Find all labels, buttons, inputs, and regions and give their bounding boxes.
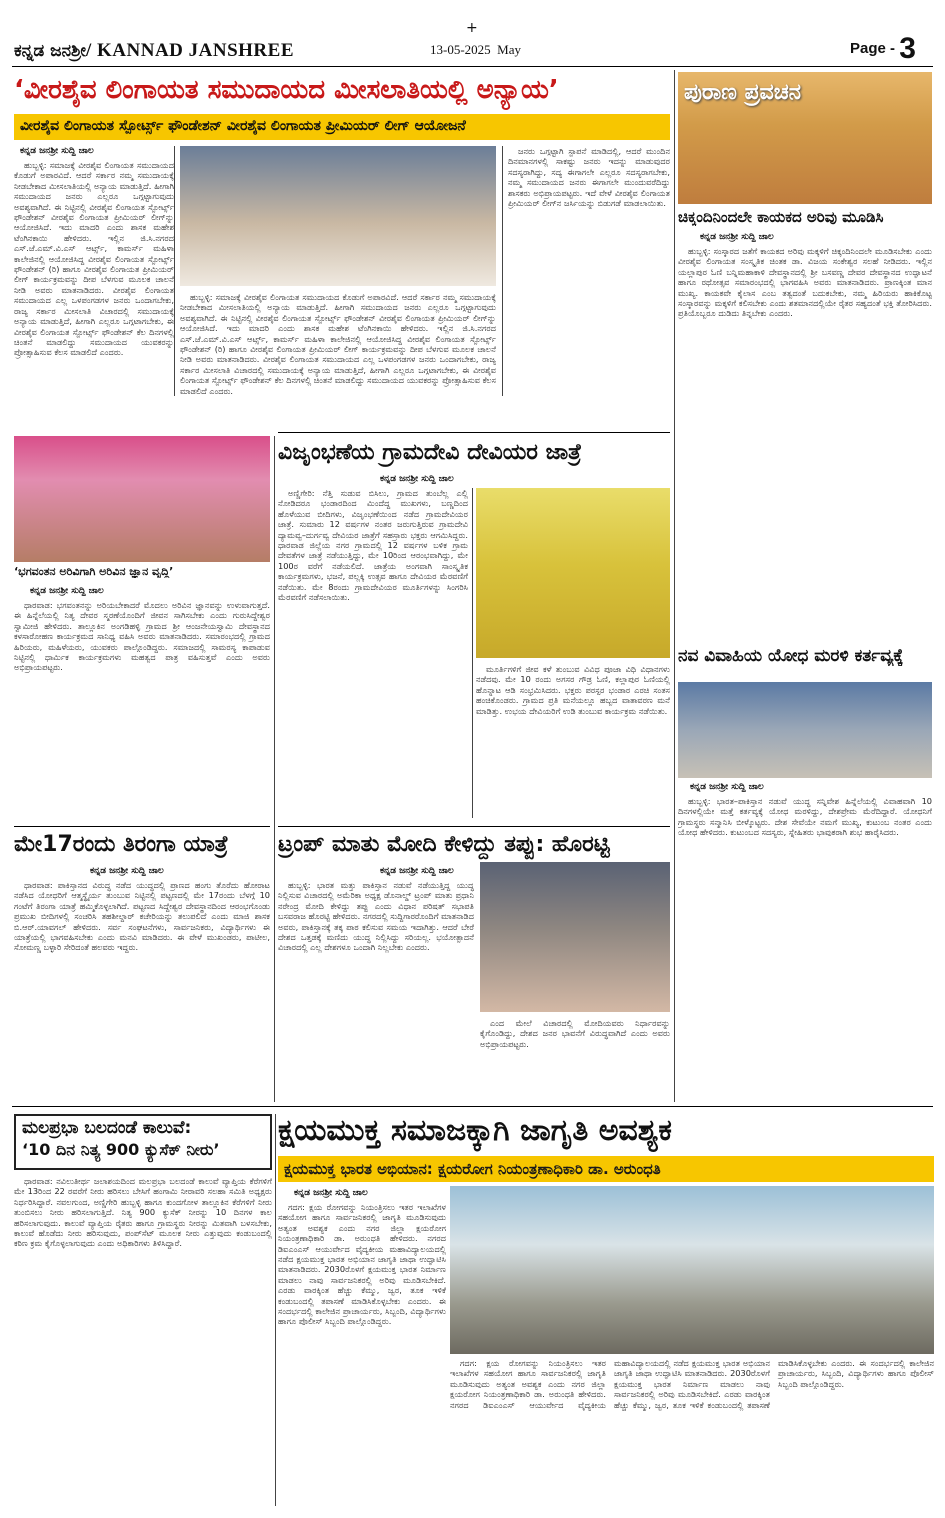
column-rule	[674, 70, 675, 1102]
article-8-headline-2: ‘10 ದಿನ ನಿತ್ಯ 900 ಕ್ಯುಸೆಕ್ ನೀರು’	[22, 1140, 220, 1159]
page-label: Page -	[850, 39, 896, 57]
issue-date-value: 13-05-2025	[430, 42, 491, 57]
article-2-body	[678, 246, 932, 630]
article-5-body-text: ಹುಬ್ಬಳ್ಳಿ: ಭಾರತ–ಪಾಕಿಸ್ತಾನ ನಡುವೆ ಯುದ್ಧ ಸನ್ನಿವೇಶ ಹಿನ್ನೆಲೆಯಲ್ಲಿ ವಿವಾಹವಾಗಿ 10 ದಿನಗಳಲ್ಲಿಯೇ ಮತ್ತೆ ಕರ್ತವ್ಯಕ್ಕೆ ಯೋಧ ಮರಳಿದ್ದು, ದೇಶಪ್ರೇಮ ಮೆರೆದಿದ್ದಾರೆ. ಯೋಧನಿಗೆ ಗ್ರಾಮಸ್ಥರು ಸನ್ಮಾನಿಸಿ ಬೀಳ್ಕೊಟ್ಟರು. ದೇಶ ಸೇವೆಯೇ ನಮಗೆ ಮುಖ್ಯ, ಕುಟುಂಬ ನಂತರ ಎಂದು ಯೋಧ ಹೇಳಿದರು. ಕುಟುಂಬದ ಸದಸ್ಯರು, ಸ್ನೇಹಿತರು ಭಾವುಕರಾಗಿ ಶುಭ ಹಾರೈಸಿದರು.	[678, 796, 932, 838]
article-4-body	[278, 488, 468, 818]
article-1-byline: ಕನ್ನಡ ಜನಶ್ರೀ ಸುದ್ದಿ ಜಾಲ	[20, 146, 94, 156]
article-5-byline: ಕನ್ನಡ ಜನಶ್ರೀ ಸುದ್ದಿ ಜಾಲ	[690, 782, 764, 792]
article-7-body-right-text: ಎಂದ ಮೇಲೆ ವಿಚಾರದಲ್ಲಿ ಮೋದಿಯವರು ನಿರ್ಧಾರವನ್ನು ಕೈಗೊಂಡಿದ್ದು, ದೇಶದ ಜನರ ಭಾವನೆಗೆ ವಿರುದ್ಧವಾಗಿದೆ ಎಂದು ಅವರು ಅಭಿಪ್ರಾಯಪಟ್ಟರು.	[480, 1018, 670, 1049]
article-4-body-right	[476, 664, 670, 818]
article-1-body-text: ಹುಬ್ಬಳ್ಳಿ: ಸಮಾಜಕ್ಕೆ ವೀರಶೈವ ಲಿಂಗಾಯತ ಸಮುದಾಯದ ಕೊಡುಗೆ ಅಪಾರವಿದೆ. ಆದರೆ ಸರ್ಕಾರ ನಮ್ಮ ಸಮುದಾಯಕ್ಕೆ ನೀಡಬೇಕಾದ ಮೀಸಲಾತಿಯಲ್ಲಿ ಅನ್ಯಾಯ ಮಾಡುತ್ತಿದೆ. ಹೀಗಾಗಿ ಸಮುದಾಯದ ಜನರು ಎಲ್ಲರೂ ಒಗ್ಗಟ್ಟಾಗುವುದು ಅವಶ್ಯವಾಗಿದೆ. ಈ ನಿಟ್ಟಿನಲ್ಲಿ ವೀರಶೈವ ಲಿಂಗಾಯತ ಸ್ಪೋರ್ಟ್ಸ್ ಫೌಂಡೇಶನ್ ವೀರಶೈವ ಲಿಂಗಾಯತ ಪ್ರೀಮಿಯರ್ ಲೀಗ್‌ನ್ನು ಆಯೋಜಿಸಿದೆ. ಇದು ಮಾದರಿ ಎಂದು ಶಾಸಕ ಮಹೇಶ ಟೆಂಗಿನಕಾಯಿ ಹೇಳಿದರು. ಇಲ್ಲಿನ ಜಿ.ಸಿ.ನಗರದ ಎಸ್.ಜೆ.ಎಮ್.ವಿ.ಎಸ್ ಆರ್ಟ್ಸ್, ಕಾಮರ್ಸ್ ಮಹಿಳಾ ಕಾಲೇಜಿನಲ್ಲಿ ಆಯೋಜಿಸಿದ್ದ ವೀರಶೈವ ಲಿಂಗಾಯತ ಸ್ಪೋರ್ಟ್ಸ್ ಫೌಂಡೇಶನ್ (ರಿ) ಹಾಗೂ ವೀರಶೈವ ಲಿಂಗಾಯತ ಪ್ರೀಮಿಯರ್ ಲೀಗ್ ಕಾರ್ಯಕ್ರಮವನ್ನು ದೀಪ ಬೆಳಗುವ ಮೂಲಕ ಚಾಲನೆ ನೀಡಿ ಅವರು ಮಾತನಾಡಿದರು. ವೀರಶೈವ ಲಿಂಗಾಯತ ಸಮುದಾಯದ ಎಲ್ಲ ಒಳಪಂಗಡಗಳ ಜನರು ಒಂದಾಗಬೇಕು, ರಾಜ್ಯ ಸರ್ಕಾರ ಮೀಸಲಾತಿ ವಿಚಾರದಲ್ಲಿ ಸಮುದಾಯಕ್ಕೆ ಅನ್ಯಾಯ ಮಾಡುತ್ತಿದೆ, ಹೀಗಾಗಿ ಎಲ್ಲರೂ ಒಗ್ಗಟಾಗಬೇಕು, ಈ ವೀರಶೈವ ಲಿಂಗಾಯತ ಸ್ಪೋರ್ಟ್ಸ್ ಫೌಂಡೇಶನ್ ಕೆಲ ದಿನಗಳಲ್ಲಿ ಚಿಂತನೆ ಮಾಡಲಿದ್ದು ಸಮುದಾಯದ ಯುವಕರನ್ನು ಪ್ರೋತ್ಸಾಹಿಸುವ ಕೆಲಸ ಮಾಡಲಿದೆ ಎಂದರು.	[14, 160, 174, 358]
article-1-photo	[180, 146, 496, 286]
article-9-body-lower	[450, 1358, 934, 1506]
column-rule	[274, 436, 275, 1102]
article-7-body-right	[480, 1018, 670, 1102]
article-4-byline: ಕನ್ನಡ ಜನಶ್ರೀ ಸುದ್ದಿ ಜಾಲ	[380, 474, 454, 484]
article-4-body-text: ಅಣ್ಣಿಗೇರಿ: ನೆತ್ತಿ ಸುಡುವ ಬಿಸಿಲು, ಗ್ರಾಮದ ತುಂಬೆಲ್ಲ ಎಲ್ಲಿ ನೋಡಿದರೂ ಭಂಡಾರದಿಂದ ಮಿಂದೆದ್ದ ಮುಖಗಳು, ಬಣ್ಣದಿಂದ ಹೊಳೆಯುವ ಬೀದಿಗಳು, ವಿಜೃಂಭಣೆಯಿಂದ ನಡೆದ ಗ್ರಾಮದೇವಿಯರ ಜಾತ್ರೆ. ಸುಮಾರು 12 ವರ್ಷಗಳ ನಂತರ ಜರುಗುತ್ತಿರುವ ಗ್ರಾಮದೇವಿ ದ್ಯಾಮವ್ವ–ದುರ್ಗವ್ವ ದೇವಿಯರ ಜಾತ್ರೆಗೆ ಸಹಸ್ರಾರು ಭಕ್ತರು ಆಗಮಿಸಿದ್ದರು. ಧಾರವಾಡ ಜಿಲ್ಲೆಯ ನಗರ ಗ್ರಾಮದಲ್ಲಿ 12 ವರ್ಷಗಳ ಬಳಿಕ ಗ್ರಾಮ ದೇವತೆಗಳ ಜಾತ್ರೆ ನಡೆಯುತ್ತಿದ್ದು, ಮೇ 10ರಿಂದ ಆರಂಭವಾಗಿದ್ದು, ಮೇ 100ರ ವರೆಗೆ ನಡೆಯಲಿದೆ. ಜಾತ್ರೆಯ ಅಂಗವಾಗಿ ಸಾಂಸ್ಕೃತಿಕ ಕಾರ್ಯಕ್ರಮಗಳು, ಭಜನೆ, ಪಲ್ಲಕ್ಕಿ ಉತ್ಸವ ಹಾಗೂ ದೇವಿಯರ ಮೆರವಣಿಗೆ ನಡೆಯಿತು. ಮೇ 8ರಂದು ಗ್ರಾಮದೇವಿಯರ ಮೂರ್ತಿಗಳನ್ನು ಸಿಂಗರಿಸಿ ಮೆರವಣಿಗೆ ನಡೆಸಲಾಯಿತು.	[278, 488, 468, 603]
article-2-headline: ಚಿಕ್ಕಂದಿನಿಂದಲೇ ಕಾಯಕದ ಅರಿವು ಮೂಡಿಸಿ	[678, 210, 884, 226]
article-6-rule	[14, 826, 270, 827]
issue-month: May	[497, 42, 522, 57]
article-7-photo	[480, 862, 670, 1012]
masthead-name-kn: ಕನ್ನಡ ಜನಶ್ರೀ	[14, 41, 86, 61]
issue-date	[430, 42, 521, 58]
article-5-body	[678, 796, 932, 1102]
article-3-body-text: ಧಾರವಾಡ: ಭಗವಂತನನ್ನು ಅರಿಯಬೇಕಾದರೆ ಮೊದಲು ಅರಿವಿನ ಜ್ಞಾನವನ್ನು ಉಳುವಾಗುತ್ತದೆ. ಈ ಹಿನ್ನೆಲೆಯಲ್ಲಿ ನಿತ್ಯ ದೇವರ ಸ್ಮರಣೆಯೊಂದಿಗೆ ಜೀವನ ಸಾಗಿಸಬೇಕು ಎಂದು ಗುರುಸಿದ್ದೇಶ್ವರ ಸ್ವಾಮೀಜಿ ಹೇಳಿದರು. ತಾಲ್ಲೂಕಿನ ಅಂಗಡಿಹಳ್ಳಿ ಗ್ರಾಮದ ಶ್ರೀ ಆಂಜನೇಯಸ್ವಾಮಿ ದೇವಸ್ಥಾನದ ಕಳಸಾರೋಹಣ ಕಾರ್ಯಕ್ರಮದ ಸಾನಿಧ್ಯ ವಹಿಸಿ ಅವರು ಮಾತನಾಡಿದರು. ಸಮಾರಂಭದಲ್ಲಿ ಗ್ರಾಮದ ಹಿರಿಯರು, ಮಹಿಳೆಯರು, ಯುವಕರು ಪಾಲ್ಗೊಂಡಿದ್ದರು. ಸಮಾಜದಲ್ಲಿ ಸಾಮರಸ್ಯ ಕಾಪಾಡುವ ನಿಟ್ಟಿನಲ್ಲಿ ಧಾರ್ಮಿಕ ಕಾರ್ಯಕ್ರಮಗಳು ಮಹತ್ವದ ಪಾತ್ರ ವಹಿಸುತ್ತವೆ ಎಂದು ಅವರು ಅಭಿಪ್ರಾಯಪಟ್ಟರು.	[14, 600, 270, 673]
masthead-name-en: / KANNAD JANSHREE	[85, 40, 295, 61]
article-6-byline: ಕನ್ನಡ ಜನಶ್ರೀ ಸುದ್ದಿ ಜಾಲ	[90, 866, 164, 876]
article-3-tag: ‘ಭಗವಂತನ ಅರಿವಿಗಾಗಿ ಅರಿವಿನ ಜ್ಞಾನ ವೃದ್ಧಿ’	[14, 566, 174, 578]
article-4-rule	[278, 432, 670, 433]
article-1-body-lower	[180, 292, 496, 396]
article-2-banner: ಪುರಾಣ ಪ್ರವಚನ	[684, 80, 802, 105]
article-9-body	[278, 1202, 446, 1506]
article-6-headline: ಮೇ17ರಂದು ತಿರಂಗಾ ಯಾತ್ರೆ	[14, 832, 229, 857]
article-9-body-text: ಗದಗ: ಕ್ಷಯ ರೋಗವನ್ನು ನಿಯಂತ್ರಿಸಲು ಇತರ ಇಲಾಖೆಗಳ ಸಹಯೋಗ ಹಾಗೂ ಸಾರ್ವಜನಿಕರಲ್ಲಿ ಜಾಗೃತಿ ಮೂಡಿಸುವುದು ಅತ್ಯಂತ ಅವಶ್ಯಕ ಎಂದು ನಗರ ಜಿಲ್ಲಾ ಕ್ಷಯರೋಗ ನಿಯಂತ್ರಣಾಧಿಕಾರಿ ಡಾ. ಅರುಂಧತಿ ಹೇಳಿದರು. ನಗರದ ಡಿಐಎಂಎಸ್ ಆಯುರ್ವೇದ ವೈದ್ಯಕೀಯ ಮಹಾವಿದ್ಯಾಲಯದಲ್ಲಿ ನಡೆದ ಕ್ಷಯಮುಕ್ತ ಭಾರತ ಅಭಿಯಾನ ಜಾಗೃತಿ ಜಾಥಾ ಉದ್ಘಾಟಿಸಿ ಮಾತನಾಡಿದರು. 2030ರೊಳಗೆ ಕ್ಷಯಮುಕ್ತ ಭಾರತ ನಿರ್ಮಾಣ ಮಾಡಲು ನಾವು ಸಾರ್ವಜನಿಕರಲ್ಲಿ ಅರಿವು ಮೂಡಿಸಬೇಕಿದೆ. ಎರಡು ವಾರಕ್ಕಿಂತ ಹೆಚ್ಚು ಕೆಮ್ಮು, ಜ್ವರ, ತೂಕ ಇಳಿಕೆ ಕಂಡುಬಂದಲ್ಲಿ ತಪಾಸಣೆ ಮಾಡಿಸಿಕೊಳ್ಳಬೇಕು ಎಂದರು. ಈ ಸಂದರ್ಭದಲ್ಲಿ ಕಾಲೇಜಿನ ಪ್ರಾಚಾರ್ಯರು, ಸಿಬ್ಬಂದಿ, ವಿದ್ಯಾರ್ಥಿಗಳು ಹಾಗೂ ಪೊಲೀಸ್ ಸಿಬ್ಬಂದಿ ಪಾಲ್ಗೊಂಡಿದ್ದರು.	[278, 1202, 446, 1327]
article-7-headline: ಟ್ರಂಪ್ ಮಾತು ಮೋದಿ ಕೇಳಿದ್ದು ತಪ್ಪು: ಹೊರಟ್ಟಿ	[278, 832, 610, 857]
article-9-photo	[450, 1186, 934, 1354]
masthead-rule	[12, 66, 933, 67]
masthead-title	[14, 40, 294, 62]
article-1-body-lower-text: ಹುಬ್ಬಳ್ಳಿ: ಸಮಾಜಕ್ಕೆ ವೀರಶೈವ ಲಿಂಗಾಯತ ಸಮುದಾಯದ ಕೊಡುಗೆ ಅಪಾರವಿದೆ. ಆದರೆ ಸರ್ಕಾರ ನಮ್ಮ ಸಮುದಾಯಕ್ಕೆ ನೀಡಬೇಕಾದ ಮೀಸಲಾತಿಯಲ್ಲಿ ಅನ್ಯಾಯ ಮಾಡುತ್ತಿದೆ. ಹೀಗಾಗಿ ಸಮುದಾಯದ ಜನರು ಎಲ್ಲರೂ ಒಗ್ಗಟ್ಟಾಗುವುದು ಅವಶ್ಯವಾಗಿದೆ. ಈ ನಿಟ್ಟಿನಲ್ಲಿ ವೀರಶೈವ ಲಿಂಗಾಯತ ಸ್ಪೋರ್ಟ್ಸ್ ಫೌಂಡೇಶನ್ ವೀರಶೈವ ಲಿಂಗಾಯತ ಪ್ರೀಮಿಯರ್ ಲೀಗ್‌ನ್ನು ಆಯೋಜಿಸಿದೆ. ಇದು ಮಾದರಿ ಎಂದು ಶಾಸಕ ಮಹೇಶ ಟೆಂಗಿನಕಾಯಿ ಹೇಳಿದರು. ಇಲ್ಲಿನ ಜಿ.ಸಿ.ನಗರದ ಎಸ್.ಜೆ.ಎಮ್.ವಿ.ಎಸ್ ಆರ್ಟ್ಸ್, ಕಾಮರ್ಸ್ ಮಹಿಳಾ ಕಾಲೇಜಿನಲ್ಲಿ ಆಯೋಜಿಸಿದ್ದ ವೀರಶೈವ ಲಿಂಗಾಯತ ಸ್ಪೋರ್ಟ್ಸ್ ಫೌಂಡೇಶನ್ (ರಿ) ಹಾಗೂ ವೀರಶೈವ ಲಿಂಗಾಯತ ಪ್ರೀಮಿಯರ್ ಲೀಗ್ ಕಾರ್ಯಕ್ರಮವನ್ನು ದೀಪ ಬೆಳಗುವ ಮೂಲಕ ಚಾಲನೆ ನೀಡಿ ಅವರು ಮಾತನಾಡಿದರು. ವೀರಶೈವ ಲಿಂಗಾಯತ ಸಮುದಾಯದ ಎಲ್ಲ ಒಳಪಂಗಡಗಳ ಜನರು ಒಂದಾಗಬೇಕು, ರಾಜ್ಯ ಸರ್ಕಾರ ಮೀಸಲಾತಿ ವಿಚಾರದಲ್ಲಿ ಸಮುದಾಯಕ್ಕೆ ಅನ್ಯಾಯ ಮಾಡುತ್ತಿದೆ, ಹೀಗಾಗಿ ಎಲ್ಲರೂ ಒಗ್ಗಟಾಗಬೇಕು, ಈ ವೀರಶೈವ ಲಿಂಗಾಯತ ಸ್ಪೋರ್ಟ್ಸ್ ಫೌಂಡೇಶನ್ ಕೆಲ ದಿನಗಳಲ್ಲಿ ಚಿಂತನೆ ಮಾಡಲಿದ್ದು ಸಮುದಾಯದ ಯುವಕರನ್ನು ಪ್ರೋತ್ಸಾಹಿಸುವ ಕೆಲಸ ಮಾಡಲಿದೆ ಎಂದರು.	[180, 292, 496, 396]
article-8-headline: ಮಲಪ್ರಭಾ ಬಲದಂಡೆ ಕಾಲುವೆ:	[22, 1118, 192, 1138]
column-rule	[275, 1114, 276, 1506]
article-2-body-text: ಹುಬ್ಬಳ್ಳಿ: ಸಂಸ್ಕಾರದ ಜತೆಗೆ ಕಾಯಕದ ಅರಿವು ಮಕ್ಕಳಿಗೆ ಚಿಕ್ಕಂದಿನಿಂದಲೇ ಮೂಡಿಸಬೇಕು ಎಂದು ವೀರಶೈವ ಲಿಂಗಾಯತ ಸಂಸ್ಕೃತಿಕ ಚಿಂತಕ ಡಾ. ವಿಜಯ ಸಂಕೇಶ್ವರ ಸಲಹೆ ನೀಡಿದರು. ಇಲ್ಲಿನ ಯಲ್ಲಾಪುರ ಓಣಿ ಬನ್ನಿಮಹಾಕಾಳಿ ದೇವಸ್ಥಾನದಲ್ಲಿ ಶ್ರೀ ಬಸವಣ್ಣ ದೇವರ ದೇವಸ್ಥಾನದ ಉದ್ಘಾಟನೆ ಹಾಗೂ ರಥೋತ್ಸವ ಸಮಾರಂಭದಲ್ಲಿ ಭಾಗವಹಿಸಿ ಅವರು ಮಾತನಾಡಿದರು. ಪ್ರಾಣಕ್ಕಿಂತ ಮಾನ ಮುಖ್ಯ. ಕಾಯಕವೇ ಕೈಲಾಸ ಎಂಬ ತತ್ವದಂತೆ ಬದುಕಬೇಕು, ನಮ್ಮ ಹಿರಿಯರು ಹಾಕಿಕೊಟ್ಟ ಸಂಸ್ಕಾರವನ್ನು ಮಕ್ಕಳಿಗೆ ಕಲಿಸಬೇಕು ಎಂದು ಶತಮಾನದಲ್ಲಿಯೇ ರೈತರ ಸಹ್ಯದಂತೆ ಭಕ್ತಿ ತೋರಿಸಿದರು. ಪ್ರತಿಯೊಬ್ಬರೂ ದುಡಿದು ತಿನ್ನಬೇಕು ಎಂದರು.	[678, 246, 932, 319]
article-1-subhead: ವೀರಶೈವ ಲಿಂಗಾಯತ ಸ್ಪೋರ್ಟ್ಸ್ ಫೌಂಡೇಶನ್ ವೀರಶೈವ ಲಿಂಗಾಯತ ಪ್ರೀಮಿಯರ್ ಲೀಗ್ ಆಯೋಜನೆ	[14, 114, 670, 140]
article-9-headline: ಕ್ಷಯಮುಕ್ತ ಸಮಾಜಕ್ಕಾಗಿ ಜಾಗೃತಿ ಅವಶ್ಯಕ	[278, 1113, 672, 1148]
article-9-body-lower-text: ಗದಗ: ಕ್ಷಯ ರೋಗವನ್ನು ನಿಯಂತ್ರಿಸಲು ಇತರ ಇಲಾಖೆಗಳ ಸಹಯೋಗ ಹಾಗೂ ಸಾರ್ವಜನಿಕರಲ್ಲಿ ಜಾಗೃತಿ ಮೂಡಿಸುವುದು ಅತ್ಯಂತ ಅವಶ್ಯಕ ಎಂದು ನಗರ ಜಿಲ್ಲಾ ಕ್ಷಯರೋಗ ನಿಯಂತ್ರಣಾಧಿಕಾರಿ ಡಾ. ಅರುಂಧತಿ ಹೇಳಿದರು. ನಗರದ ಡಿಐಎಂಎಸ್ ಆಯುರ್ವೇದ ವೈದ್ಯಕೀಯ ಮಹಾವಿದ್ಯಾಲಯದಲ್ಲಿ ನಡೆದ ಕ್ಷಯಮುಕ್ತ ಭಾರತ ಅಭಿಯಾನ ಜಾಗೃತಿ ಜಾಥಾ ಉದ್ಘಾಟಿಸಿ ಮಾತನಾಡಿದರು. 2030ರೊಳಗೆ ಕ್ಷಯಮುಕ್ತ ಭಾರತ ನಿರ್ಮಾಣ ಮಾಡಲು ನಾವು ಸಾರ್ವಜನಿಕರಲ್ಲಿ ಅರಿವು ಮೂಡಿಸಬೇಕಿದೆ. ಎರಡು ವಾರಕ್ಕಿಂತ ಹೆಚ್ಚು ಕೆಮ್ಮು, ಜ್ವರ, ತೂಕ ಇಳಿಕೆ ಕಂಡುಬಂದಲ್ಲಿ ತಪಾಸಣೆ ಮಾಡಿಸಿಕೊಳ್ಳಬೇಕು ಎಂದರು. ಈ ಸಂದರ್ಭದಲ್ಲಿ ಕಾಲೇಜಿನ ಪ್ರಾಚಾರ್ಯರು, ಸಿಬ್ಬಂದಿ, ವಿದ್ಯಾರ್ಥಿಗಳು ಹಾಗೂ ಪೊಲೀಸ್ ಸಿಬ್ಬಂದಿ ಪಾಲ್ಗೊಂಡಿದ್ದರು.	[450, 1358, 934, 1410]
column-rule	[174, 146, 175, 396]
article-7-rule	[278, 826, 670, 827]
section-rule	[12, 1106, 933, 1107]
crop-mark: +	[466, 20, 478, 36]
article-8-body-text: ಧಾರವಾಡ: ನವಿಲುತೀರ್ಥ ಜಲಾಶಯದಿಂದ ಮಲಪ್ರಭಾ ಬಲದಂಡೆ ಕಾಲುವೆ ವ್ಯಾಪ್ತಿಯ ಕೆರೆಗಳಿಗೆ ಮೇ 13ರಿಂದ 22 ರವರೆಗೆ ನೀರು ಹರಿಸಲು ಬೇಸಿಗೆ ಹಂಗಾಮಿ ನೀರಾವರಿ ಸಲಹಾ ಸಮಿತಿ ಅಧ್ಯಕ್ಷರು ನಿರ್ಧರಿಸಿದ್ದಾರೆ. ನವಲಗುಂದ, ಅಣ್ಣಿಗೇರಿ ಹುಬ್ಬಳ್ಳಿ ಹಾಗೂ ಕುಂದಗೋಳ ತಾಲ್ಲೂಕಿನ ಕೆರೆಗಳಿಗೆ ನೀರು ತುಂಬಿಸಲು ನೀರು ಹರಿಸಲಾಗುತ್ತಿದೆ. ನಿತ್ಯ 900 ಕ್ಯುಸೆಕ್ ನೀರನ್ನು 10 ದಿನಗಳ ಕಾಲ ಹರಿಸಲಾಗುವುದು. ಕಾಲುವೆ ವ್ಯಾಪ್ತಿಯ ರೈತರು ಹಾಗೂ ಗ್ರಾಮಸ್ಥರು ನೀರನ್ನು ಮಿತವಾಗಿ ಬಳಸಬೇಕು, ಕಾಲುವೆ ಹೊಡೆದು ನೀರು ಹರಿಸುವುದು, ಪಂಪ್‌ಸೆಟ್ ಮೂಲಕ ನೀರು ಎತ್ತುವುದು ಕಂಡುಬಂದಲ್ಲಿ ಕಠಿಣ ಕ್ರಮ ಕೈಗೊಳ್ಳಲಾಗುವುದು ಎಂದು ಅಧಿಕಾರಿಗಳು ತಿಳಿಸಿದ್ದಾರೆ.	[14, 1176, 272, 1249]
article-9-byline: ಕನ್ನಡ ಜನಶ್ರೀ ಸುದ್ದಿ ಜಾಲ	[294, 1188, 368, 1198]
column-rule	[472, 488, 473, 818]
article-1-body-right-text: ಜನರು ಒಗ್ಗಟ್ಟಾಗಿ ಸ್ಪಾಪನೆ ಮಾಡಿದಲ್ಲಿ, ಆದರೆ ಮುಂದಿನ ದಿನಮಾನಗಳಲ್ಲಿ ಸಾಕಷ್ಟು ಜನರು ಇದನ್ನು ಮಾಡುವುದರ ಸದಸ್ಯರಾಗಿದ್ದು, ಸದ್ಯ ಈಗಾಗಲೇ ಎಲ್ಲರೂ ಸದಸ್ಯರಾಗಬೇಕು, ನಮ್ಮ ಸಮುದಾಯದ ಜನರು ಈಗಾಗಲೇ ಮುಂದುವರೆದಿದ್ದು ಶಾಸಕರು ಅಭಿಪ್ರಾಯಪಟ್ಟರು. ಇದೆ ವೇಳೆ ವೀರಶೈವ ಲಿಂಗಾಯತ ಪ್ರೀಮಿಯರ್ ಲೀಗ್‌ನ ಜರ್ಸಿಯನ್ನು ಬಿಡುಗಡೆ ಮಾಡಲಾಯಿತು.	[508, 146, 670, 209]
article-8-body	[14, 1176, 272, 1506]
column-rule	[502, 146, 503, 396]
article-3-byline: ಕನ್ನಡ ಜನಶ್ರೀ ಸುದ್ದಿ ಜಾಲ	[30, 586, 104, 596]
article-7-body	[278, 880, 474, 1102]
article-5-photo	[678, 682, 932, 778]
article-7-byline: ಕನ್ನಡ ಜನಶ್ರೀ ಸುದ್ದಿ ಜಾಲ	[380, 866, 454, 876]
article-8-headline-box	[14, 1114, 272, 1170]
article-4-headline: ವಿಜೃಂಭಣೆಯ ಗ್ರಾಮದೇವಿ ದೇವಿಯರ ಜಾತ್ರೆ	[278, 440, 582, 465]
article-5-headline: ನವ ವಿವಾಹಿಯ ಯೋಧ ಮರಳಿ ಕರ್ತವ್ಯಕ್ಕೆ	[678, 648, 904, 666]
article-1-headline: ‘ವೀರಶೈವ ಲಿಂಗಾಯತ ಸಮುದಾಯದ ಮೀಸಲಾತಿಯಲ್ಲಿ ಅನ್ಯಾಯ’	[14, 75, 559, 105]
article-6-body-text: ಧಾರವಾಡ: ಪಾಕಿಸ್ತಾನದ ವಿರುದ್ಧ ನಡೆದ ಯುದ್ಧದಲ್ಲಿ ಪ್ರಾಣದ ಹಂಗು ತೊರೆದು ಹೋರಾಟ ನಡೆಸಿದ ಯೋಧರಿಗೆ ಆತ್ಮಸ್ಥೈರ್ಯ ತುಂಬುವ ನಿಟ್ಟಿನಲ್ಲಿ ಪಟ್ಟಣದಲ್ಲಿ ಮೇ 17ರಂದು ಬೆಳಗ್ಗೆ 10 ಗಂಟೆಗೆ ತಿರಂಗಾ ಯಾತ್ರೆ ಹಮ್ಮಿಕೊಳ್ಳಲಾಗಿದೆ. ಪಟ್ಟಣದ ಸಿದ್ದೇಶ್ವರ ದೇವಸ್ಥಾನದಿಂದ ಆರಂಭಗೊಂಡು ಪ್ರಮುಖ ಬೀದಿಗಳಲ್ಲಿ ಸಂಚರಿಸಿ ತಹಶೀಲ್ದಾರ್ ಕಚೇರಿಯನ್ನು ತಲುಪಲಿದೆ ಎಂದು ಮಾಜಿ ಶಾಸಕ ಬಿ.ಆರ್.ಯಾವಗಲ್ ಹೇಳಿದರು. ಸರ್ವ ಸಂಘಟನೆಗಳು, ಸಾರ್ವಜನಿಕರು, ವಿದ್ಯಾರ್ಥಿಗಳು ಈ ಯಾತ್ರೆಯಲ್ಲಿ ಭಾಗವಹಿಸಬೇಕು ಎಂದು ಮನವಿ ಮಾಡಿದರು. ಈ ವೇಳೆ ಮುಖಂಡರು, ಪಾಟೀಲ, ಸೋಮಣ್ಣ ಬಳ್ಳಾರಿ ಸೇರಿದಂತೆ ಹಲವರು ಇದ್ದರು.	[14, 880, 270, 953]
article-6-body	[14, 880, 270, 1102]
article-2-byline: ಕನ್ನಡ ಜನಶ್ರೀ ಸುದ್ದಿ ಜಾಲ	[700, 232, 774, 242]
article-1-body	[14, 160, 174, 396]
page-number-value: 3	[899, 32, 916, 65]
article-7-body-text: ಹುಬ್ಬಳ್ಳಿ: ಭಾರತ ಮತ್ತು ಪಾಕಿಸ್ತಾನ ನಡುವೆ ನಡೆಯುತ್ತಿದ್ದ ಯುದ್ಧ ನಿಲ್ಲಿಸುವ ವಿಚಾರದಲ್ಲಿ ಅಮೆರಿಕಾ ಅಧ್ಯಕ್ಷ ಡೊನಾಲ್ಡ್ ಟ್ರಂಪ್ ಮಾತು ಪ್ರಧಾನಿ ನರೇಂದ್ರ ಮೋದಿ ಕೇಳಿದ್ದು ತಪ್ಪು ಎಂದು ವಿಧಾನ ಪರಿಷತ್ ಸಭಾಪತಿ ಬಸವರಾಜ ಹೊರಟ್ಟಿ ಹೇಳಿದರು. ನಗರದಲ್ಲಿ ಸುದ್ದಿಗಾರರೊಂದಿಗೆ ಮಾತನಾಡಿದ ಅವರು, ಪಾಕಿಸ್ತಾನಕ್ಕೆ ತಕ್ಕ ಪಾಠ ಕಲಿಸುವ ಸಮಯ ಇದಾಗಿತ್ತು. ಆದರೆ ಬೇರೆ ದೇಶದ ಒತ್ತಡಕ್ಕೆ ಮಣಿದು ಯುದ್ಧ ನಿಲ್ಲಿಸಿದ್ದು ಸರಿಯಲ್ಲ. ಭಯೋತ್ಪಾದನೆ ವಿಚಾರದಲ್ಲಿ ಎಲ್ಲ ದೇಶಗಳೂ ಒಂದಾಗಿ ನಿಲ್ಲಬೇಕು ಎಂದರು.	[278, 880, 474, 953]
article-9-subhead: ಕ್ಷಯಮುಕ್ತ ಭಾರತ ಅಭಿಯಾನ: ಕ್ಷಯರೋಗ ನಿಯಂತ್ರಣಾಧಿಕಾರಿ ಡಾ. ಅರುಂಧತಿ	[278, 1156, 934, 1182]
article-3-body	[14, 600, 270, 816]
article-4-body-right-text: ಮೂರ್ತಿಗಳಿಗೆ ಜೀವ ಕಳೆ ತುಂಬುವ ವಿವಿಧ ಪೂಜಾ ವಿಧಿ ವಿಧಾನಗಳು ನಡೆದವು. ಮೇ 10 ರಂದು ಅಗಸರ ಗೌಡ್ರ ಓಣಿ, ಕಲ್ಲಾಪುರ ಓಣಿಯಲ್ಲಿ ಹೊನ್ನಾಟ ಆಡಿ ಸಂಭ್ರಮಿಸಿದರು. ಭಕ್ತರು ಪರಸ್ಪರ ಭಂಡಾರ ಎರಚಿ ಸಂತಸ ಹಂಚಿಕೊಂಡರು. ಗ್ರಾಮದ ಪ್ರತಿ ಮನೆಯಲ್ಲೂ ಹಬ್ಬದ ವಾತಾವರಣ ಮನೆ ಮಾಡಿತ್ತು. ಉಭಯ ದೇವಿಯರಿಗೆ ಉಡಿ ತುಂಬುವ ಕಾರ್ಯಕ್ರಮ ನಡೆಯಿತು.	[476, 664, 670, 716]
article-2-photo	[678, 72, 932, 204]
article-4-photo	[476, 488, 670, 658]
article-1-body-right	[508, 146, 670, 396]
article-3-photo	[14, 436, 270, 562]
page-number	[850, 32, 916, 66]
